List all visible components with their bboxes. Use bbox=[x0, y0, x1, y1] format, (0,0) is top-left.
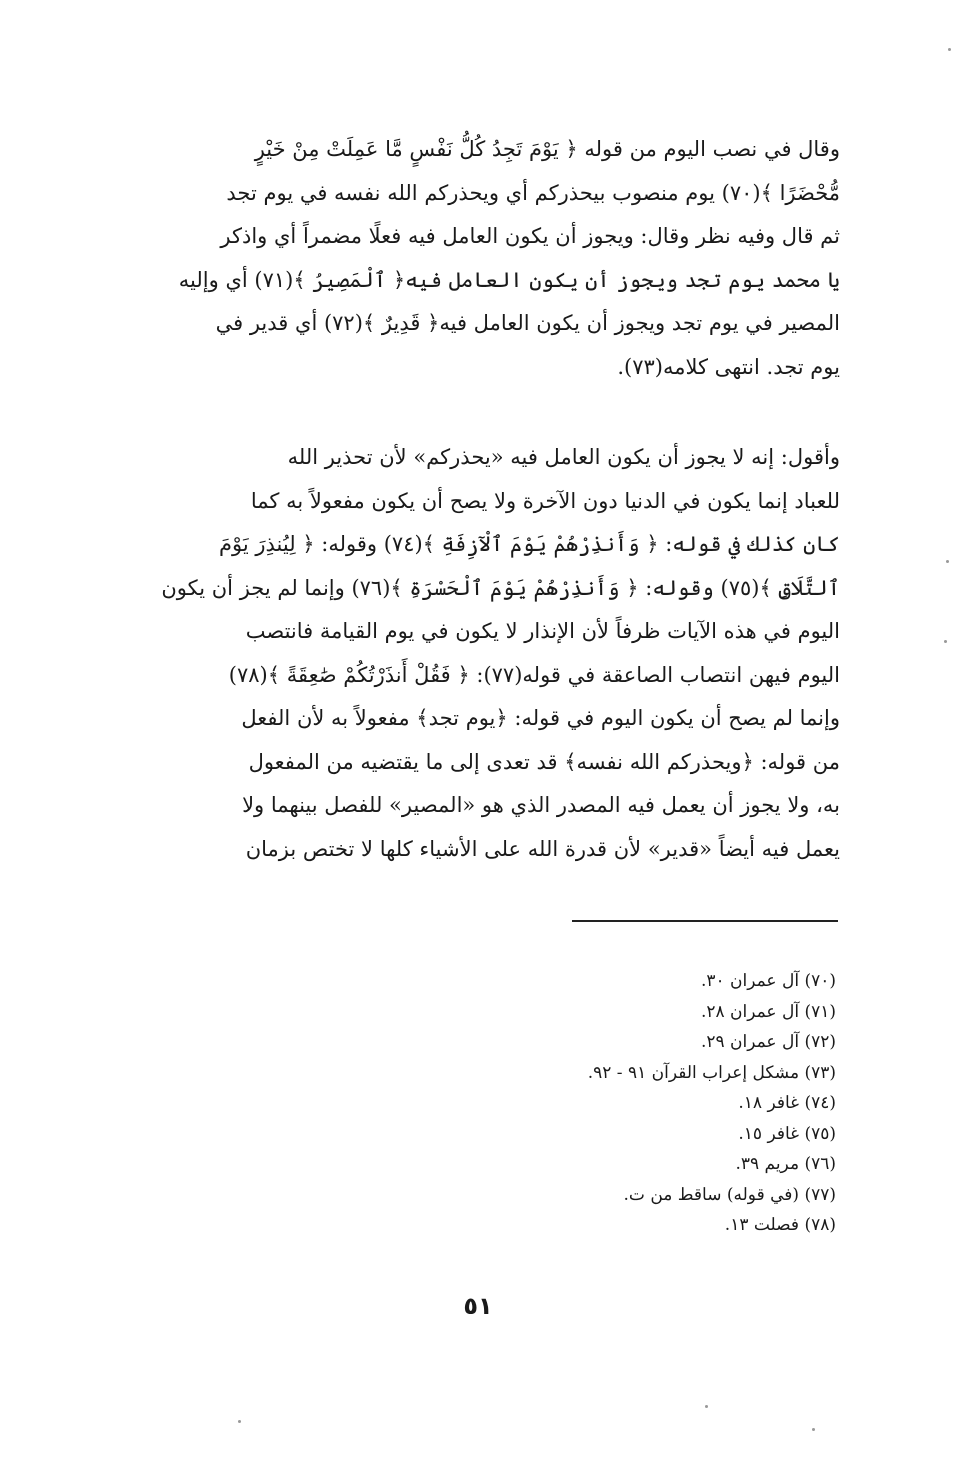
text-line: به، ولا يجوز أن يعمل فيه المصدر الذي هو «المصير» للفصل بينهما ولا bbox=[242, 793, 840, 817]
text-line: ثم قال وفيه نظر وقال: ويجوز أن يكون العامل فيه فعلًا مضمراً أي واذكر bbox=[220, 224, 840, 248]
scan-speck bbox=[705, 1405, 708, 1408]
footnote-item: (٧٢) آل عمران ٢٩. bbox=[700, 1032, 836, 1052]
text-line: وإنما لم يصح أن يكون اليوم في قوله: ﴿يوم تجد﴾ مفعولاً به لأن الفعل bbox=[241, 706, 840, 730]
footnote-item: (٧٥) غافر ١٥. bbox=[738, 1123, 836, 1144]
text-line: المصير في يوم تجد ويجوز أن يكون العامل فيه﴿ قَدِيرٌ ﴾(٧٢) أي قدير في bbox=[215, 311, 840, 335]
text-line: يا محمد يوم تجد ويجوز أن يكون العامل فيه﴿ ٱلْمَصِيرُ ﴾(٧١) أي وإليه bbox=[178, 267, 840, 292]
footnote-item: (٧٨) فصلت ١٣. bbox=[724, 1215, 836, 1235]
footnote-item: (٧٠) آل عمران ٣٠. bbox=[700, 971, 836, 991]
text-line: كان كذلك في قوله: ﴿ وَأَنذِرْهُمْ يَوْمَ ٱلْآزِفَةِ ﴾(٧٤) وقوله: ﴿ لِيُنذِرَ يَوْمَ bbox=[219, 532, 840, 556]
text-line: مُّحْضَرًا ﴾(٧٠) يوم منصوب بيحذركم أي ويحذركم الله نفسه في يوم تجد bbox=[226, 180, 840, 205]
text-line: يوم تجد. انتهى كلامه(٧٣). bbox=[617, 354, 840, 379]
footnote-item: (٧٧) (في قوله) ساقط من ت. bbox=[623, 1184, 836, 1205]
text-line: اليوم فيهن انتصاب الصاعقة في قوله(٧٧): ﴿ فَقُلْ أَنذَرْتُكُمْ صَٰعِقَةً ﴾(٧٨) bbox=[228, 662, 840, 687]
scan-speck bbox=[948, 48, 951, 51]
text-line: وقال في نصب اليوم من قوله ﴿ يَوْمَ تَجِدُ كُلُّ نَفْسٍ مَّا عَمِلَتْ مِنْ خَيْرٍ bbox=[254, 137, 840, 161]
paragraph-1 bbox=[158, 128, 840, 389]
footnote-item: (٧٦) مريم ٣٩. bbox=[735, 1154, 836, 1174]
page-number: ٥١ bbox=[463, 1292, 493, 1320]
footnote-item: (٧٣) مشكل إعراب القرآن ٩١ - ٩٢. bbox=[587, 1062, 836, 1083]
footnotes bbox=[416, 966, 836, 1241]
footnote-divider bbox=[572, 920, 838, 922]
scan-speck bbox=[944, 640, 947, 643]
text-line: يعمل فيه أيضاً «قدير» لأن قدرة الله على الأشياء كلها لا تختص بزمان bbox=[245, 836, 840, 861]
text-line: من قوله: ﴿ويحذركم الله نفسه﴾ قد تعدى إلى ما يقتضيه من المفعول bbox=[248, 749, 840, 774]
scan-speck bbox=[946, 560, 949, 563]
scan-speck bbox=[812, 1428, 815, 1431]
footnote-item: (٧١) آل عمران ٢٨. bbox=[700, 1001, 836, 1022]
scan-speck bbox=[238, 1420, 241, 1423]
paragraph-2 bbox=[158, 436, 840, 871]
text-line: وأقول: إنه لا يجوز أن يكون العامل فيه «يحذركم» لأن تحذير الله bbox=[287, 445, 840, 469]
text-line: اليوم في هذه الآيات ظرفاً لأن الإنذار لا يكون في يوم القيامة فانتصب bbox=[245, 619, 840, 643]
text-line: للعباد إنما يكون في الدنيا دون الآخرة ولا يصح أن يكون مفعولاً به كما bbox=[250, 488, 840, 513]
text-line: ٱلتَّلَاقِ ﴾(٧٥) وقوله: ﴿ وَأَنذِرْهُمْ يَوْمَ ٱلْحَسْرَةِ ﴾(٧٦) وإنما لم يجز أن يكون bbox=[161, 575, 840, 600]
footnote-item: (٧٤) غافر ١٨. bbox=[738, 1093, 836, 1113]
